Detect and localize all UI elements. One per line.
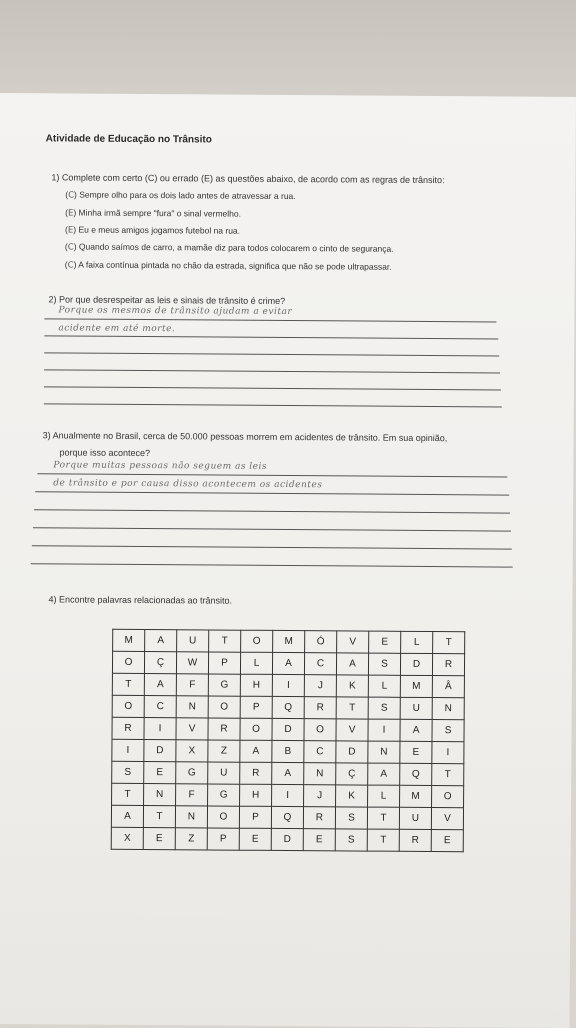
grid-cell: S	[112, 761, 144, 783]
grid-cell: M	[273, 630, 305, 652]
worksheet-page	[0, 93, 576, 1028]
grid-cell: O	[240, 718, 272, 740]
question-2-prompt: 2) Por que desrespeitar as leis e sinais de trânsito é crime?	[48, 294, 286, 306]
item-text: ) Eu e meus amigos jogamos futebol na rua.	[73, 224, 241, 236]
grid-cell: U	[399, 807, 431, 829]
question-1-item: (C) Quando saímos de carro, a mamãe diz para todos colocarem o cinto de segurança.	[64, 241, 394, 254]
question-1-item: (E) Minha irmã sempre "fura" o sinal vermelho.	[65, 207, 242, 219]
answer-mark: C	[67, 260, 74, 271]
grid-cell: Q	[272, 696, 304, 718]
grid-row	[112, 783, 464, 807]
grid-cell: E	[303, 829, 335, 851]
grid-cell: V	[337, 631, 369, 653]
grid-cell: M	[400, 675, 432, 697]
answer-mark: E	[67, 208, 74, 219]
answer-line	[37, 473, 507, 477]
grid-cell: P	[239, 806, 271, 828]
grid-row	[112, 673, 464, 697]
grid-cell: T	[112, 783, 144, 805]
grid-cell: Z	[175, 828, 207, 850]
answer-line	[44, 403, 502, 407]
grid-cell: Â	[432, 676, 464, 698]
grid-cell: A	[145, 630, 177, 652]
item-text: ) Minha irmã sempre "fura" o sinal vermelho.	[73, 207, 242, 219]
grid-cell: T	[367, 807, 399, 829]
grid-cell: J	[304, 785, 336, 807]
item-text: ) Sempre olho para os dois lado antes de atravessar a rua.	[74, 189, 296, 202]
grid-cell: X	[111, 827, 143, 849]
grid-cell: F	[176, 674, 208, 696]
question-1-item: (C) A faixa contínua pintada no chão da estrada, significa que não se pode ultrapassar.	[64, 259, 392, 272]
grid-cell: Ç	[336, 763, 368, 785]
grid-cell: P	[207, 828, 239, 850]
grid-cell: T	[112, 673, 144, 695]
grid-cell: D	[336, 741, 368, 763]
answer-line	[33, 527, 511, 531]
grid-cell: Q	[400, 763, 432, 785]
grid-cell: A	[272, 652, 304, 674]
question-1-prompt: 1) Complete com certo (C) ou errado (E) as questões abaixo, de acordo com as regras de trânsito:	[51, 172, 445, 186]
grid-row	[112, 695, 464, 719]
grid-cell: S	[335, 807, 367, 829]
grid-cell: G	[208, 784, 240, 806]
handwritten-answer-line: acidente em até morte.	[58, 323, 176, 335]
grid-cell: O	[208, 696, 240, 718]
grid-cell: R	[208, 718, 240, 740]
grid-cell: T	[143, 806, 175, 828]
handwritten-answer-line: de trânsito e por causa disso acontecem os acidentes	[53, 478, 323, 491]
grid-cell: A	[368, 763, 400, 785]
grid-cell: I	[144, 718, 176, 740]
grid-cell: I	[112, 739, 144, 761]
item-text: ) Quando saímos de carro, a mamãe diz para todos colocarem o cinto de segurança.	[73, 241, 394, 254]
grid-cell: D	[400, 653, 432, 675]
grid-cell: Q	[271, 806, 303, 828]
background-wall	[0, 0, 576, 100]
grid-cell: N	[304, 763, 336, 785]
answer-line	[44, 352, 499, 356]
grid-cell: K	[336, 785, 368, 807]
grid-cell: V	[176, 718, 208, 740]
grid-row	[112, 739, 464, 763]
grid-cell: E	[144, 762, 176, 784]
question-3-prompt-cont: porque isso acontece?	[59, 447, 151, 459]
grid-cell: M	[400, 785, 432, 807]
grid-cell: G	[208, 674, 240, 696]
grid-cell: A	[272, 762, 304, 784]
grid-cell: G	[176, 762, 208, 784]
grid-cell: U	[177, 630, 209, 652]
grid-cell: N	[144, 784, 176, 806]
grid-cell: U	[208, 762, 240, 784]
grid-cell: P	[240, 696, 272, 718]
grid-cell: N	[368, 741, 400, 763]
answer-line	[32, 545, 512, 549]
grid-cell: T	[432, 764, 464, 786]
grid-cell: A	[144, 674, 176, 696]
answer-line	[31, 563, 513, 567]
grid-cell: E	[400, 741, 432, 763]
grid-cell: R	[304, 697, 336, 719]
grid-cell: O	[241, 630, 273, 652]
grid-cell: F	[176, 784, 208, 806]
grid-cell: D	[144, 740, 176, 762]
grid-cell: Ó	[305, 631, 337, 653]
answer-mark: C	[67, 242, 74, 253]
grid-cell: R	[432, 654, 464, 676]
grid-cell: C	[304, 741, 336, 763]
answer-line	[44, 318, 496, 322]
grid-cell: D	[272, 718, 304, 740]
grid-cell: I	[272, 784, 304, 806]
grid-cell: P	[208, 652, 240, 674]
grid-row	[111, 827, 463, 851]
grid-cell: I	[272, 674, 304, 696]
grid-cell: M	[113, 629, 145, 651]
grid-cell: O	[432, 786, 464, 808]
grid-cell: E	[239, 828, 271, 850]
question-1-item: (C) Sempre olho para os dois lado antes de atravessar a rua.	[65, 189, 296, 202]
grid-cell: E	[369, 631, 401, 653]
grid-cell: O	[207, 806, 239, 828]
grid-cell: N	[432, 698, 464, 720]
grid-cell: C	[304, 653, 336, 675]
grid-cell: O	[112, 651, 144, 673]
grid-row	[112, 651, 464, 675]
grid-cell: A	[336, 653, 368, 675]
answer-line	[44, 335, 498, 339]
grid-cell: U	[400, 697, 432, 719]
grid-cell: L	[368, 675, 400, 697]
grid-cell: I	[368, 719, 400, 741]
grid-cell: A	[400, 719, 432, 741]
grid-cell: R	[399, 829, 431, 851]
grid-cell: B	[272, 740, 304, 762]
answer-line	[44, 369, 500, 373]
grid-cell: H	[240, 784, 272, 806]
grid-cell: L	[368, 785, 400, 807]
question-1-item: (E) Eu e meus amigos jogamos futebol na rua.	[65, 224, 241, 236]
grid-cell: E	[431, 830, 463, 852]
grid-cell: X	[176, 740, 208, 762]
answer-mark: E	[67, 225, 74, 236]
grid-cell: L	[240, 652, 272, 674]
grid-cell: N	[176, 696, 208, 718]
grid-row	[113, 629, 465, 653]
grid-row	[112, 717, 464, 741]
handwritten-answer-line: Porque os mesmos de trânsito ajudam a evitar	[58, 305, 293, 318]
grid-cell: S	[368, 653, 400, 675]
grid-cell: D	[271, 828, 303, 850]
grid-cell: L	[401, 631, 433, 653]
grid-cell: Ç	[144, 652, 176, 674]
grid-cell: T	[209, 630, 241, 652]
question-3-prompt: 3) Anualmente no Brasil, cerca de 50.000 pessoas morrem em acidentes de trânsito. Em sua opinião,	[42, 430, 448, 444]
page-title: Atividade de Educação no Trânsito	[45, 133, 212, 146]
answer-line	[34, 509, 510, 513]
grid-cell: A	[240, 740, 272, 762]
grid-cell: J	[304, 675, 336, 697]
grid-cell: N	[175, 806, 207, 828]
grid-cell: V	[336, 719, 368, 741]
grid-cell: O	[304, 719, 336, 741]
grid-cell: V	[431, 808, 463, 830]
grid-cell: T	[336, 697, 368, 719]
grid-cell: R	[303, 807, 335, 829]
item-text: ) A faixa contínua pintada no chão da estrada, significa que não se pode ultrapassar.	[73, 259, 392, 272]
grid-cell: H	[240, 674, 272, 696]
grid-cell: I	[432, 742, 464, 764]
grid-cell: S	[432, 720, 464, 742]
grid-cell: S	[335, 829, 367, 851]
grid-cell: O	[112, 695, 144, 717]
word-search-grid	[111, 629, 466, 852]
grid-cell: W	[176, 652, 208, 674]
handwritten-answer-line: Porque muitas pessoas não seguem as leis	[53, 460, 268, 472]
grid-cell: S	[368, 697, 400, 719]
answer-line	[44, 386, 501, 390]
grid-cell: A	[111, 805, 143, 827]
grid-row	[112, 761, 464, 785]
answer-line	[35, 491, 509, 495]
question-4-prompt: 4) Encontre palavras relacionadas ao trânsito.	[48, 594, 233, 606]
grid-cell: R	[240, 762, 272, 784]
grid-cell: E	[143, 828, 175, 850]
answer-mark: C	[68, 190, 75, 201]
grid-row	[111, 805, 463, 829]
grid-cell: T	[367, 829, 399, 851]
grid-cell: Z	[208, 740, 240, 762]
grid-cell: K	[336, 675, 368, 697]
grid-cell: R	[112, 717, 144, 739]
grid-cell: C	[144, 696, 176, 718]
grid-cell: T	[433, 632, 465, 654]
